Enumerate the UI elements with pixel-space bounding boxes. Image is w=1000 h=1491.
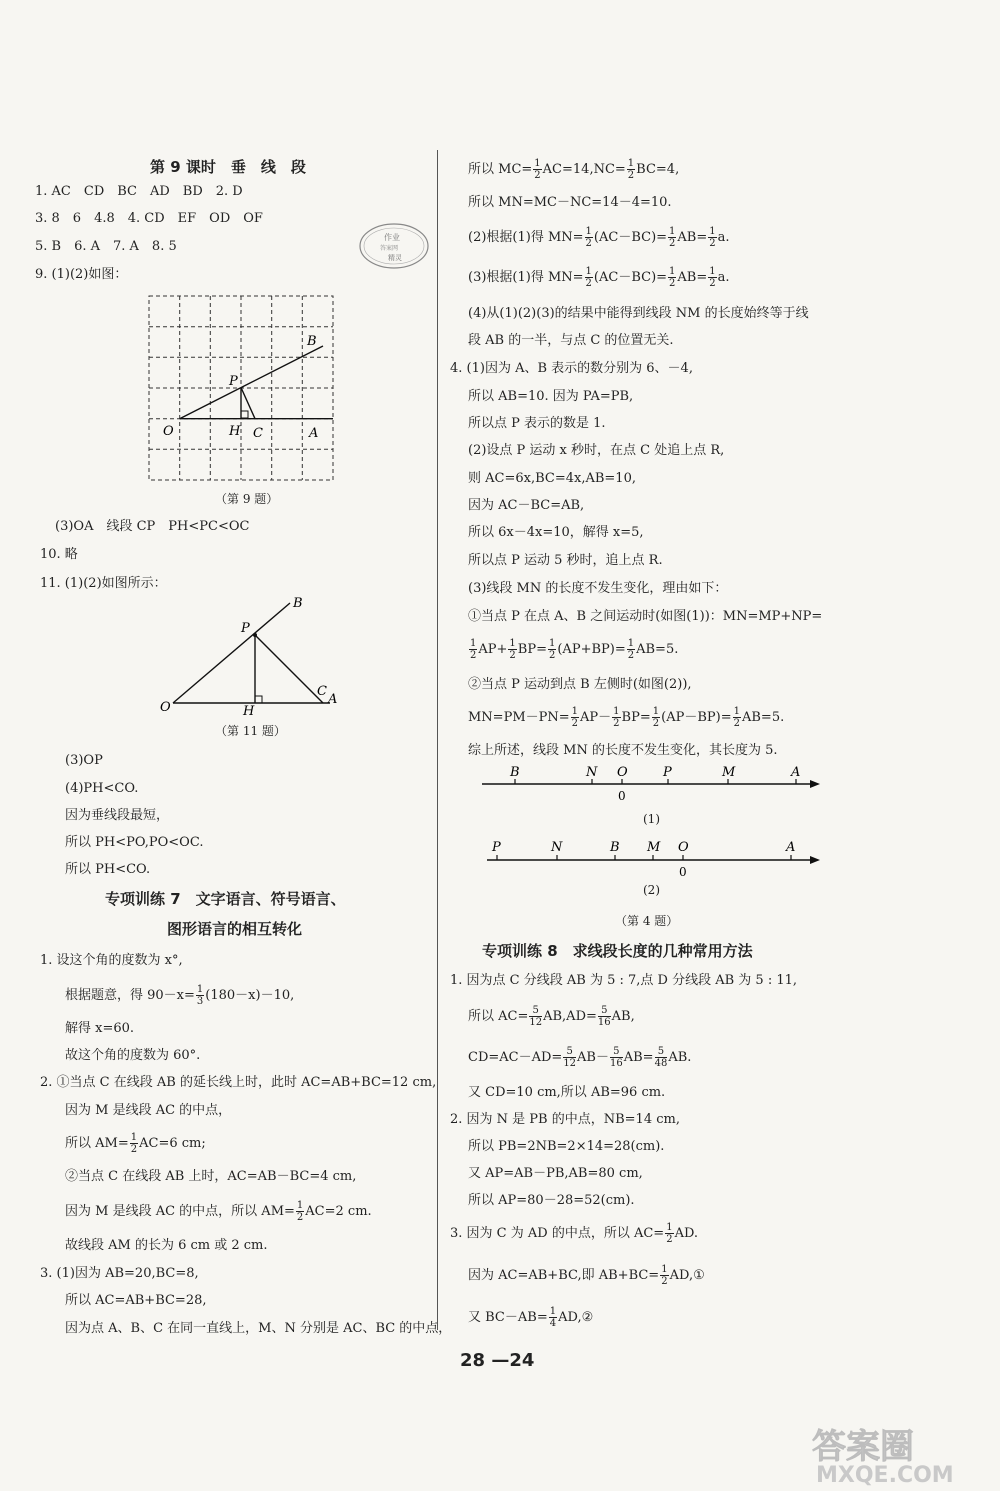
figure-4-caption: （第 4 题） <box>615 914 679 928</box>
section-title-7-line1: 专项训练 7 文字语言、符号语言、 <box>105 890 346 908</box>
label-P: P <box>229 374 238 389</box>
answer-line: 故这个角的度数为 60°. <box>65 1048 201 1063</box>
svg-text:作业: 作业 <box>384 233 400 242</box>
answer-line: ②当点 C 在线段 AB 上时，AC=AB－BC=4 cm, <box>65 1169 357 1184</box>
answer-line: (3)OA 线段 CP PH<PC<OC <box>55 519 250 534</box>
svg-text:N: N <box>586 765 598 780</box>
figure-9-grid <box>145 292 340 487</box>
answer-line: (2)根据(1)得 MN= $\frac{1}{2}$ (AC－BC)= $\frac{1}{2}$ AB= $\frac{1}{2}$ a. <box>468 226 730 249</box>
svg-text:N: N <box>551 840 563 855</box>
answer-line: 所以 PH<CO. <box>65 862 151 877</box>
answer-line: 11. (1)(2)如图所示： <box>40 576 167 591</box>
answer-line: 所以 PH<PO,PO<OC. <box>65 835 204 850</box>
answer-line: 所以 MN=MC－NC=14－4=10. <box>468 195 672 210</box>
answer-line: 所以 6x－4x=10，解得 x=5, <box>468 525 644 540</box>
label-O: O <box>163 424 174 439</box>
svg-text:A: A <box>791 765 801 780</box>
answer-line: 又 AP=AB－PB,AB=80 cm, <box>468 1166 643 1181</box>
answer-line: 1. AC CD BC AD BD 2. D <box>35 184 243 199</box>
svg-text:M: M <box>647 840 661 855</box>
svg-text:P: P <box>492 840 501 855</box>
answer-line: (4)从(1)(2)(3)的结果中能得到线段 NM 的长度始终等于线 <box>468 306 809 321</box>
label-H: H <box>229 424 241 439</box>
answer-line: MN=PM－PN= $\frac{1}{2}$ AP－ $\frac{1}{2}$ BP= $\frac{1}{2}$ (AP－BP)= $\frac{1}{2}$ AB=5. <box>468 706 785 729</box>
answer-line: 所以 AP=80－28=52(cm). <box>468 1193 635 1208</box>
answer-line: 所以 AC=AB+BC=28, <box>65 1293 207 1308</box>
answer-line: (4)PH<CO. <box>65 781 139 796</box>
label-A: A <box>309 426 319 441</box>
figure-11-caption: （第 11 题） <box>215 724 286 738</box>
label-C: C <box>253 426 263 441</box>
answer-line: 所以 AM= $\frac{1}{2}$ AC=6 cm; <box>65 1132 206 1155</box>
svg-text:P: P <box>663 765 672 780</box>
svg-text:A: A <box>786 840 796 855</box>
answer-line: 段 AB 的一半，与点 C 的位置无关. <box>468 333 674 348</box>
answer-line: 3. 8 6 4.8 4. CD EF OD OF <box>35 211 263 226</box>
answer-line: 3. (1)因为 AB=20,BC=8, <box>40 1266 199 1281</box>
label-A: A <box>328 692 338 707</box>
section-title-7-line2: 图形语言的相互转化 <box>167 920 303 938</box>
svg-text:精灵: 精灵 <box>388 254 402 262</box>
answer-line: 因为点 A、B、C 在同一直线上，M、N 分别是 AC、BC 的中点， <box>65 1321 452 1336</box>
segment-PC <box>255 635 323 703</box>
svg-text:答案网: 答案网 <box>380 245 399 252</box>
answer-line: 10. 略 <box>40 547 78 562</box>
svg-text:MXQE.COM: MXQE.COM <box>816 1463 954 1486</box>
label-O: O <box>160 700 171 715</box>
fraction: $\frac{1}{2}$ <box>296 1200 304 1223</box>
section-title-9: 第 9 课时 垂 线 段 <box>150 158 306 176</box>
answer-line: 又 CD=10 cm,所以 AB=96 cm. <box>468 1085 666 1100</box>
answer-line: ①当点 P 在点 A、B 之间运动时(如图(1))：MN=MP+NP= <box>468 609 823 624</box>
fraction: $\frac{1}{3}$ <box>196 984 204 1007</box>
figure-11 <box>155 595 360 715</box>
label-H: H <box>243 704 255 715</box>
column-divider <box>437 150 438 1330</box>
answer-line: 解得 x=60. <box>65 1021 135 1036</box>
answer-line: 所以点 P 表示的数是 1. <box>468 416 606 431</box>
answer-line: 2. ①当点 C 在线段 AB 的延长线上时，此时 AC=AB+BC=12 cm, <box>40 1075 437 1090</box>
svg-text:答案圈: 答案圈 <box>812 1427 914 1467</box>
answer-line: 因为垂线段最短， <box>65 808 170 823</box>
label-B: B <box>293 596 303 611</box>
answer-line: 又 BC－AB= $\frac{1}{4}$ AD,② <box>468 1306 594 1329</box>
answer-line: 所以 AC= $\frac{5}{12}$ AB,AD= $\frac{5}{16}$ AB, <box>468 1005 635 1028</box>
page-number: 28 —24 <box>460 1350 535 1371</box>
svg-text:B: B <box>510 765 520 780</box>
answer-line: 所以 AB=10. 因为 PA=PB, <box>468 389 634 404</box>
svg-text:O: O <box>617 765 628 780</box>
answer-line: ②当点 P 运动到点 B 左侧时(如图(2)), <box>468 677 692 692</box>
answer-line: (3)线段 MN 的长度不发生变化，理由如下： <box>468 581 728 596</box>
answer-line: 因为 AC－BC=AB, <box>468 498 585 513</box>
answer-line: $\frac{1}{2}$ AP+ $\frac{1}{2}$ BP= $\frac{1}{2}$ (AP+BP)= $\frac{1}{2}$ AB=5. <box>470 638 679 661</box>
svg-text:O: O <box>678 840 689 855</box>
answer-line: 1. 因为点 C 分线段 AB 为 5 : 7,点 D 分线段 AB 为 5 : 11, <box>450 973 798 988</box>
svg-text:0: 0 <box>618 789 626 803</box>
answer-line: 所以 PB=2NB=2×14=28(cm). <box>468 1139 665 1154</box>
answer-line: 根据题意，得 90－x= $\frac{1}{3}$ (180－x)－10, <box>65 984 295 1007</box>
answer-line: 因为 M 是线段 AC 的中点， <box>65 1103 232 1118</box>
answer-line: 故线段 AM 的长为 6 cm 或 2 cm. <box>65 1238 268 1253</box>
label-C: C <box>317 684 327 699</box>
answer-line: CD=AC－AD= $\frac{5}{12}$ AB－ $\frac{5}{16}$ AB= $\frac{5}{48}$ AB. <box>468 1046 692 1069</box>
answer-line: 5. B 6. A 7. A 8. 5 <box>35 239 177 254</box>
answer-line: 因为 M 是线段 AC 的中点，所以 AM= $\frac{1}{2}$ AC=2 cm. <box>65 1200 372 1223</box>
svg-text:B: B <box>610 840 620 855</box>
answer-line: 1. 设这个角的度数为 x°, <box>40 953 183 968</box>
answer-line: 因为 AC=AB+BC,即 AB+BC= $\frac{1}{2}$ AD,① <box>468 1264 705 1287</box>
answer-line: 3. 因为 C 为 AD 的中点，所以 AC= $\frac{1}{2}$ AD. <box>450 1222 699 1245</box>
fraction: $\frac{1}{2}$ <box>130 1132 138 1155</box>
label-B: B <box>307 334 317 349</box>
section-title-8: 专项训练 8 求线段长度的几种常用方法 <box>482 942 753 960</box>
answer-line: 2. 因为 N 是 PB 的中点，NB=14 cm, <box>450 1112 680 1127</box>
svg-text:0: 0 <box>679 865 687 879</box>
number-line-2 <box>485 832 825 882</box>
answer-line: (3)OP <box>65 753 103 768</box>
answer-line: 9. (1)(2)如图： <box>35 267 128 282</box>
number-line-1-caption: (1) <box>643 812 660 826</box>
number-line-2-caption: (2) <box>643 883 660 897</box>
label-P: P <box>241 621 250 636</box>
watermark-logo <box>800 1420 990 1486</box>
answer-line: 4. (1)因为 A、B 表示的数分别为 6、－4, <box>450 361 693 376</box>
answer-line: 综上所述，线段 MN 的长度不发生变化，其长度为 5. <box>468 743 778 758</box>
stamp-seal <box>358 222 430 270</box>
answer-line: 则 AC=6x,BC=4x,AB=10, <box>468 471 636 486</box>
answer-line: (2)设点 P 运动 x 秒时，在点 C 处追上点 R, <box>468 443 725 458</box>
number-line-1 <box>480 762 825 812</box>
svg-text:M: M <box>722 765 736 780</box>
figure-9-caption: （第 9 题） <box>215 492 279 506</box>
answer-line: 所以点 P 运动 5 秒时，追上点 R. <box>468 553 663 568</box>
answer-line: 所以 MC= $\frac{1}{2}$ AC=14,NC= $\frac{1}{2}$ BC=4, <box>468 158 680 181</box>
answer-line: (3)根据(1)得 MN= $\frac{1}{2}$ (AC－BC)= $\frac{1}{2}$ AB= $\frac{1}{2}$ a. <box>468 266 730 289</box>
